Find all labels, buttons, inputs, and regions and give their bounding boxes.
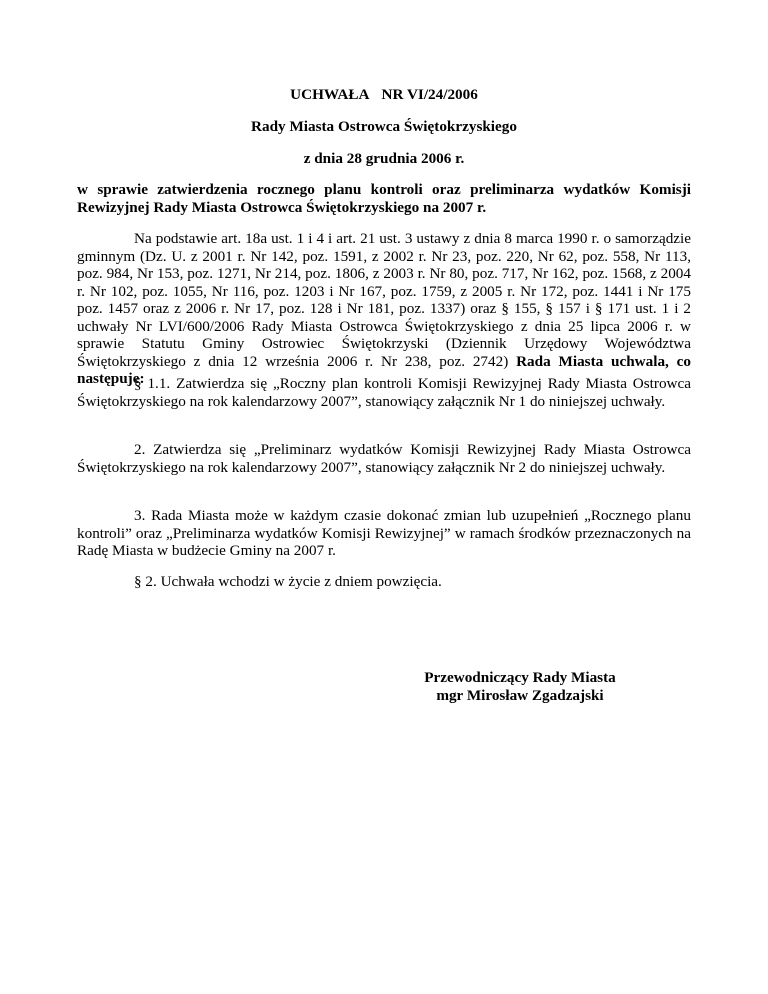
signature-name: mgr Mirosław Zgadzajski (436, 687, 604, 704)
resolution-number: NR VI/24/2006 (381, 86, 478, 103)
resolution-date: z dnia 28 grudnia 2006 r. (303, 150, 465, 167)
signature-block (400, 669, 640, 705)
council-name: Rady Miasta Ostrowca Świętokrzyskiego (251, 118, 517, 135)
legal-basis-paragraph (77, 230, 691, 388)
resolution-subject: w sprawie zatwierdzenia rocznego planu kontroli oraz preliminarza wydatków Komisji Rewizyjnej Rady Miasta Ostrowca Świętokrzyskiego na 2007 r. (77, 181, 691, 216)
resolution-title-word: UCHWAŁA (290, 86, 370, 103)
paragraph-2: § 2. Uchwała wchodzi w życie z dniem powzięcia. (134, 573, 442, 590)
paragraph-1-2: 2. Zatwierdza się „Preliminarz wydatków Komisji Rewizyjnej Rady Miasta Ostrowca Świętokrzyskiego na rok kalendarzowy 2007”, stanowiący załącznik Nr 2 do niniejszej uchwały. (77, 441, 691, 476)
legal-basis-text: Na podstawie art. 18a ust. 1 i 4 i art. 21 ust. 3 ustawy z dnia 8 marca 1990 r. o samorządzie gminnym (Dz. U. z 2001 r. Nr 142, poz. 1591, z 2002 r. Nr 23, poz. 220, Nr 62, poz. 558, Nr 113, poz. 984, Nr 153, poz. 1271, Nr 214, poz. 1806, z 2003 r. Nr 80, poz. 717, Nr 162, poz. 1568, z 2004 r. Nr 102, poz. 1055, Nr 116, poz. 1203 i Nr 167, poz. 1759, z 2005 r. Nr 172, poz. 1441 i Nr 175 poz. 1457 oraz z 2006 r. Nr 17, poz. 128 i Nr 181, poz. 1337) oraz § 155, § 157 i § 171 ust. 1 i 2 uchwały Nr LVI/600/2006 Rady Miasta Ostrowca Świętokrzyskiego z dnia 25 lipca 2006 r. w sprawie Statutu Gminy Ostrowiec Świętokrzyski (Dziennik Urzędowy Województwa Świętokrzyskiego z dnia 12 września 2006 r. Nr 238, poz. 2742) (77, 230, 691, 370)
paragraph-1-3: 3. Rada Miasta może w każdym czasie dokonać zmian lub uzupełnień „Rocznego planu kontroli” oraz „Preliminarza wydatków Komisji Rewizyjnej” w ramach środków przeznaczonych na Radę Miasta w budżecie Gminy na 2007 r. (77, 507, 691, 559)
signature-role: Przewodniczący Rady Miasta (424, 669, 616, 686)
legal-basis-enactment: Rada Miasta uchwala, co następuje: (77, 352, 692, 387)
paragraph-1-1: § 1.1. Zatwierdza się „Roczny plan kontroli Komisji Rewizyjnej Rady Miasta Ostrowca Świętokrzyskiego na rok kalendarzowy 2007”, stanowiący załącznik Nr 1 do niniejszej uchwały. (77, 375, 691, 410)
resolution-title (0, 86, 768, 104)
